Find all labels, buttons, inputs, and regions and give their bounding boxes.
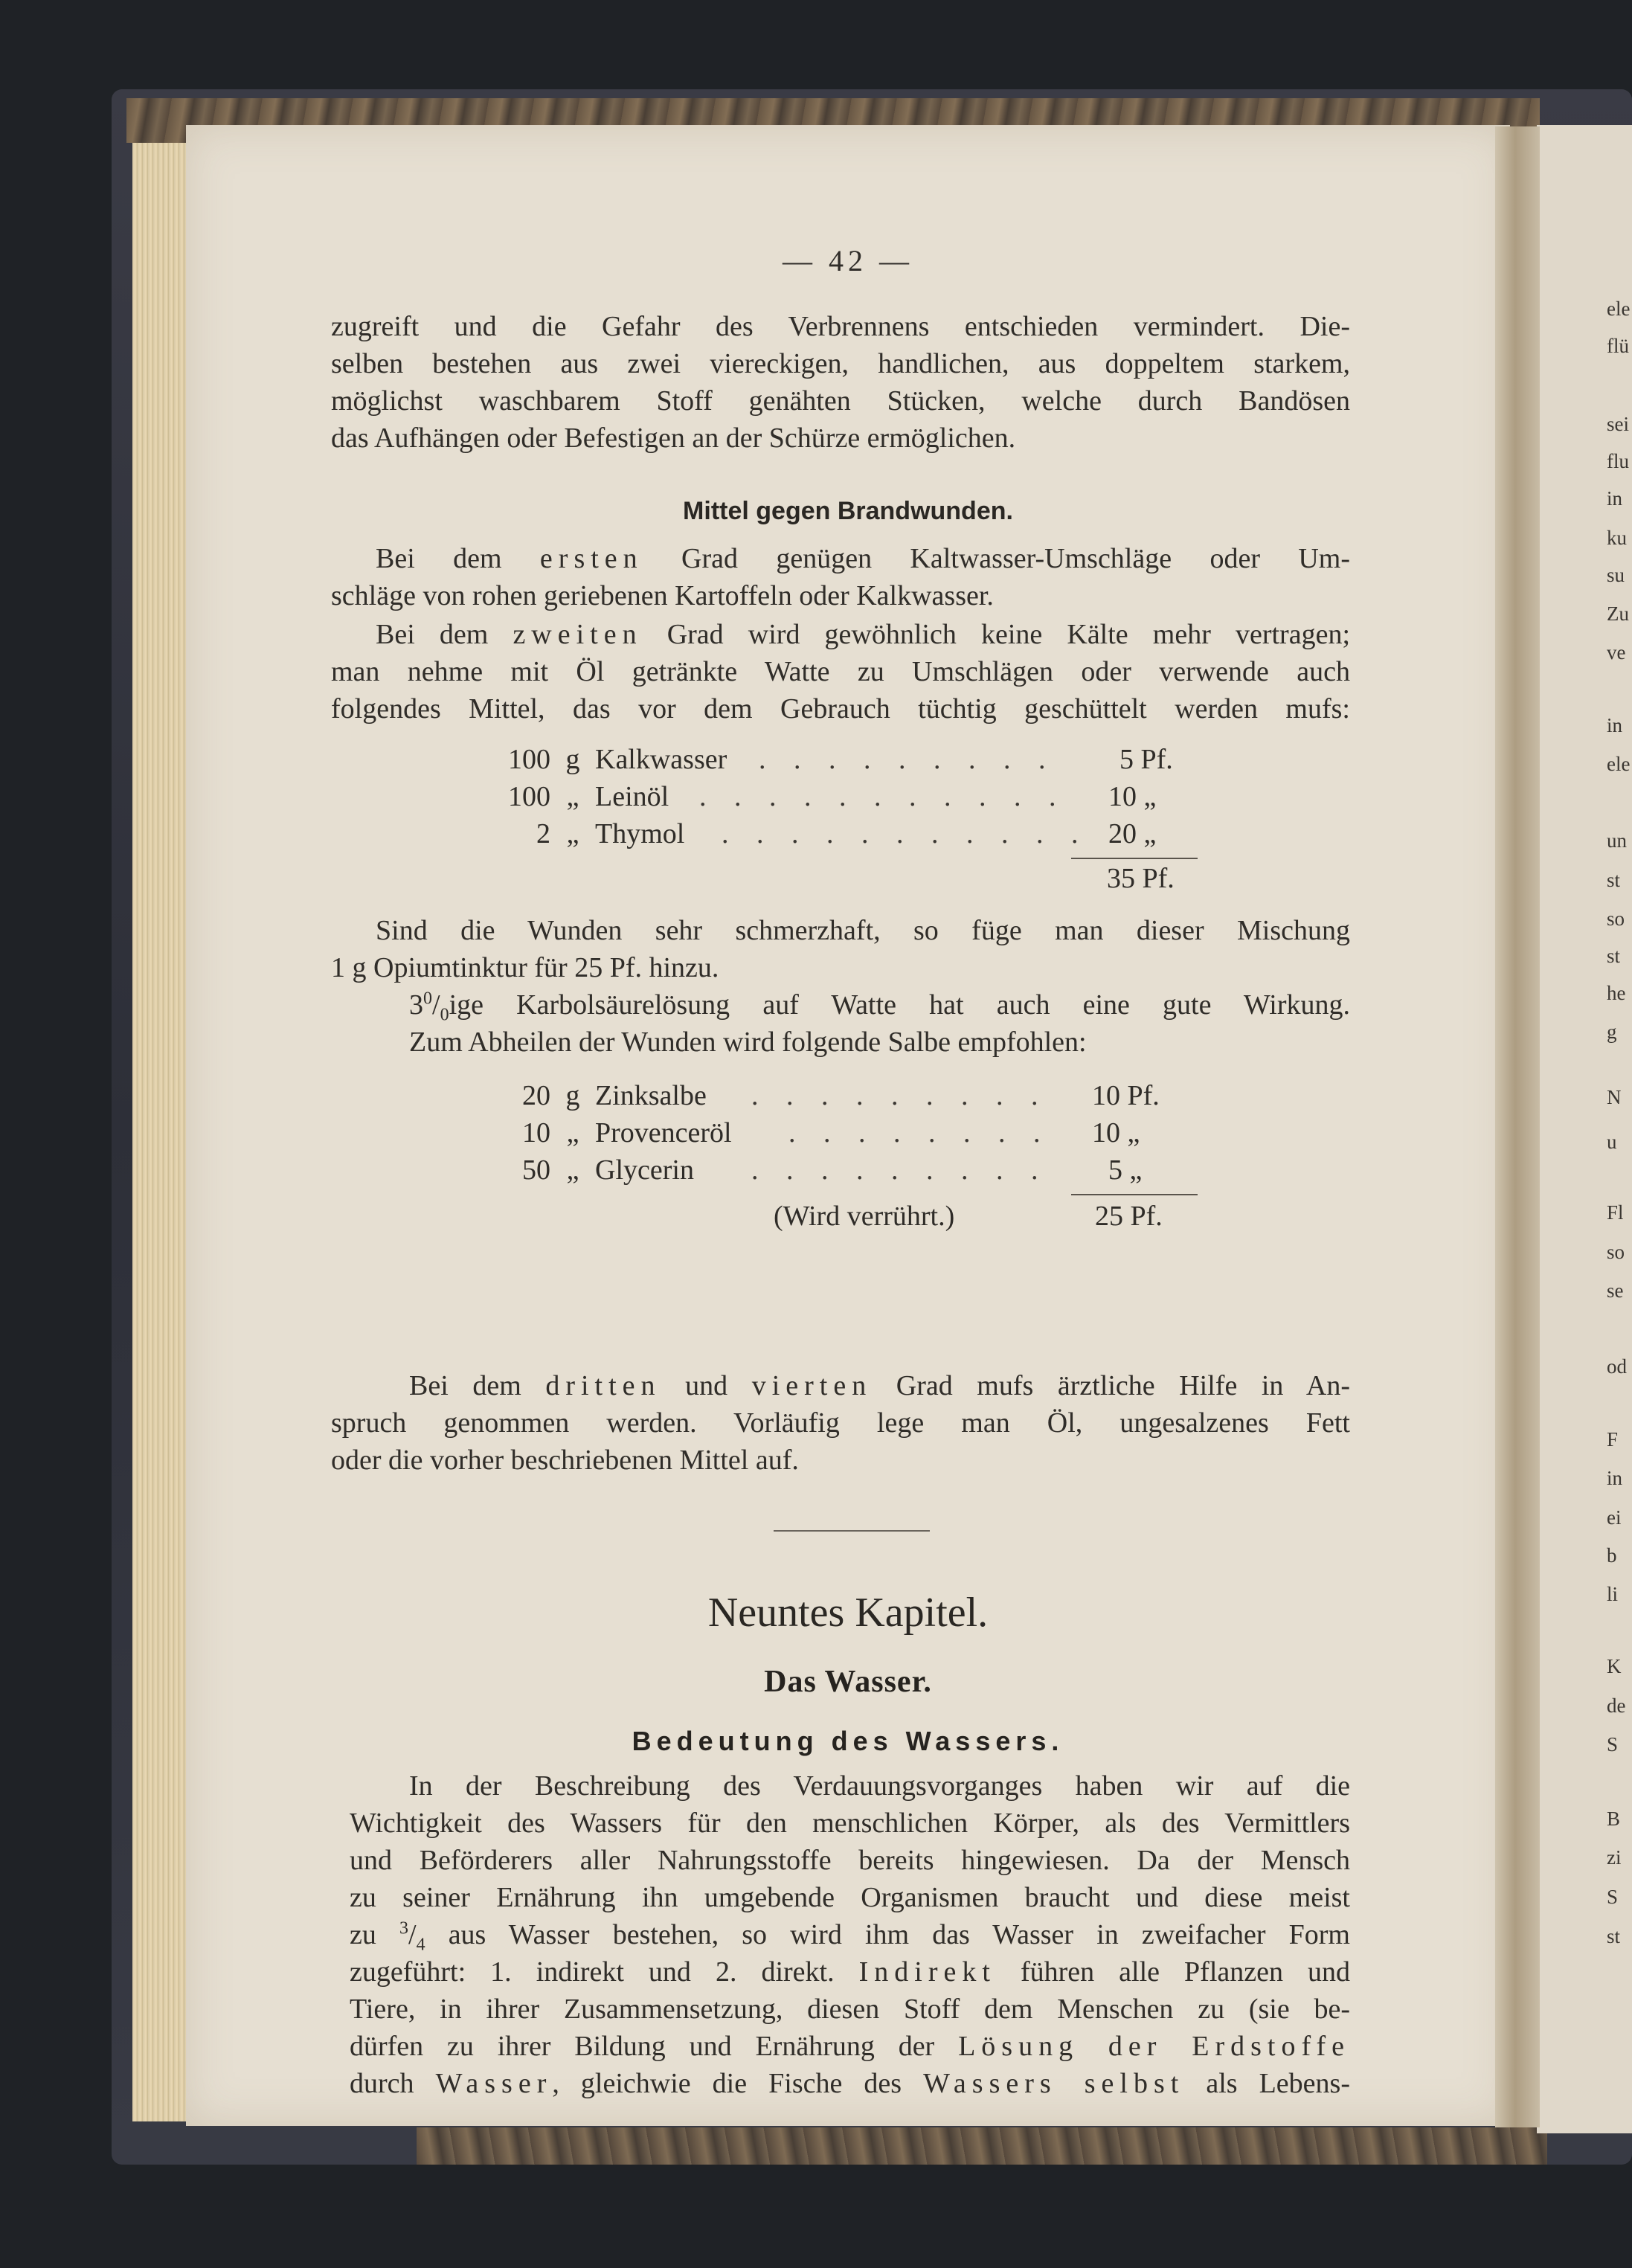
facing-fragment: Fl	[1607, 1201, 1624, 1224]
intro-line-1: zugreift und die Gefahr des Verbrennens entschieden vermindert. Die-	[331, 311, 1350, 342]
recipe1-amount: 100	[508, 781, 550, 812]
recipe2-unit: g	[565, 1080, 580, 1111]
recipe1-unit: „	[566, 781, 579, 812]
recipe1-name: Thymol	[595, 818, 685, 849]
page-gutter	[1495, 126, 1540, 2127]
book-page	[186, 125, 1510, 2126]
recipe2-total: 25 Pf.	[1095, 1201, 1163, 1232]
recipe1-dots: . . . . . . . . . . .	[699, 781, 1067, 812]
facing-fragment: g	[1607, 1021, 1617, 1043]
grade2-line-2: man nehme mit Öl getränkte Watte zu Umschlägen oder verwende auch	[331, 656, 1350, 687]
grade2-line-1: Bei dem zweiten Grad wird gewöhnlich keine Kälte mehr vertragen;	[376, 619, 1350, 650]
water-line-6: zugeführt: 1. indirekt und 2. direkt. Indirekt führen alle Pflanzen und	[350, 1956, 1350, 1988]
chapter-title: Neuntes Kapitel.	[707, 1590, 989, 1636]
facing-fragment: S	[1607, 1733, 1619, 1755]
facing-fragment: zi	[1607, 1846, 1622, 1869]
recipe1-amount: 100	[508, 744, 550, 775]
facing-fragment: so	[1607, 1241, 1625, 1263]
recipe1-total: 35 Pf.	[1107, 863, 1175, 894]
facing-fragment: in	[1607, 714, 1623, 736]
pain-line-1: Sind die Wunden sehr schmerzhaft, so füge man dieser Mischung	[376, 915, 1350, 946]
recipe2-amount: 20	[522, 1080, 550, 1111]
water-line-9: durch Wasser, gleichwie die Fische des Wassers selbst als Lebens-	[350, 2068, 1350, 2099]
recipe1-name: Kalkwasser	[595, 744, 727, 775]
carbol-line: $3^0/_0ige$ Karbolsäurelösung auf Watte hat auch eine gute Wirkung.	[409, 989, 1350, 1025]
facing-fragment: de	[1607, 1694, 1626, 1717]
facing-fragment: ku	[1607, 527, 1627, 549]
facing-fragment: N	[1607, 1086, 1622, 1108]
recipe2-amount: 50	[522, 1154, 550, 1186]
facing-fragment: S	[1607, 1886, 1619, 1908]
section2-heading: Bedeutung des Wassers.	[632, 1726, 1064, 1756]
facing-fragment: li	[1607, 1583, 1619, 1605]
recipe1-amount: 2	[536, 818, 550, 849]
facing-fragment: flu	[1607, 450, 1629, 472]
recipe1-price: 5 Pf.	[1119, 744, 1173, 775]
facing-fragment: so	[1607, 907, 1625, 930]
section-heading: Mittel gegen Brandwunden.	[683, 497, 1013, 525]
grade34-line-1: Bei dem dritten und vierten Grad mufs ärztliche Hilfe in An-	[409, 1370, 1351, 1401]
recipe1-unit: g	[565, 744, 580, 775]
recipe2-name: Zinksalbe	[595, 1080, 707, 1111]
facing-fragment: u	[1607, 1131, 1617, 1153]
recipe2-amount: 10	[522, 1117, 550, 1149]
facing-fragment: su	[1607, 564, 1625, 586]
recipe1-dots: . . . . . . . . .	[759, 744, 1056, 775]
facing-fragment: se	[1607, 1279, 1624, 1302]
recipe2-name: Glycerin	[595, 1154, 694, 1186]
grade34-line-3: oder die vorher beschriebenen Mittel auf.	[331, 1445, 799, 1476]
grade1-line-1: Bei dem ersten Grad genügen Kaltwasser-Umschläge oder Um-	[376, 543, 1350, 574]
water-line-7: Tiere, in ihrer Zusammensetzung, diesen Stoff dem Menschen zu (sie be-	[350, 1994, 1350, 2025]
recipe1-price: 20 „	[1108, 818, 1157, 849]
facing-fragment: b	[1607, 1544, 1617, 1567]
chapter-divider	[774, 1530, 930, 1532]
recipe1-dots: . . . . . . . . . . .	[722, 818, 1089, 849]
marbled-edge-bottom	[417, 2127, 1547, 2165]
grade1-line-2: schläge von rohen geriebenen Kartoffeln oder Kalkwasser.	[331, 580, 994, 611]
water-line-3: und Beförderers aller Nahrungsstoffe bereits hingewiesen. Da der Mensch	[350, 1845, 1350, 1876]
recipe1-sum-rule	[1071, 858, 1198, 859]
recipe2-dots: . . . . . . . . .	[751, 1154, 1049, 1186]
facing-fragment: sei	[1607, 413, 1629, 435]
intro-line-2: selben bestehen aus zwei viereckigen, handlichen, aus doppeltem starkem,	[331, 348, 1350, 379]
facing-fragment: flü	[1607, 335, 1629, 357]
facing-fragment: st	[1607, 1925, 1621, 1947]
facing-fragment: ve	[1607, 641, 1626, 664]
recipe2-dots: . . . . . . . .	[788, 1117, 1051, 1149]
intro-line-4: das Aufhängen oder Befestigen an der Schürze ermöglichen.	[331, 423, 1016, 454]
grade34-line-2: spruch genommen werden. Vorläufig lege man Öl, ungesalzenes Fett	[331, 1407, 1350, 1439]
facing-fragment: Zu	[1607, 603, 1629, 625]
facing-fragment: K	[1607, 1655, 1622, 1677]
facing-fragment: ele	[1607, 298, 1631, 320]
intro-line-3: möglichst waschbarem Stoff genähten Stücken, welche durch Bandösen	[331, 385, 1350, 417]
facing-fragment: ei	[1607, 1506, 1622, 1529]
salve-intro: Zum Abheilen der Wunden wird folgende Salbe empfohlen:	[409, 1027, 1087, 1058]
water-line-2: Wichtigkeit des Wassers für den menschlichen Körper, als des Vermittlers	[350, 1808, 1350, 1839]
facing-fragment: st	[1607, 869, 1621, 891]
recipe2-dots: . . . . . . . . .	[751, 1080, 1049, 1111]
facing-fragment: in	[1607, 487, 1623, 510]
pain-line-2: 1 g Opiumtinktur für 25 Pf. hinzu.	[331, 952, 719, 983]
water-line-8: dürfen zu ihrer Bildung und Ernährung der Lösung der Erdstoffe	[350, 2031, 1350, 2062]
recipe2-name: Provenceröl	[595, 1117, 732, 1149]
water-line-1: In der Beschreibung des Verdauungsvorganges haben wir auf die	[409, 1770, 1350, 1802]
recipe2-price: 10 „	[1092, 1117, 1140, 1149]
chapter-subtitle: Das Wasser.	[764, 1665, 932, 1699]
recipe1-price: 10 „	[1108, 781, 1157, 812]
facing-fragment: he	[1607, 982, 1626, 1004]
recipe2-price: 10 Pf.	[1092, 1080, 1160, 1111]
facing-fragment: F	[1607, 1428, 1619, 1451]
recipe2-unit: „	[566, 1117, 579, 1149]
recipe2-sum-rule	[1071, 1194, 1198, 1195]
grade2-line-3: folgendes Mittel, das vor dem Gebrauch tüchtig geschüttelt werden mufs:	[331, 693, 1350, 725]
facing-fragment: ele	[1607, 753, 1631, 775]
water-line-5: zu $^3/_4$ aus Wasser bestehen, so wird ihm das Wasser in zweifacher Form	[350, 1918, 1350, 1955]
recipe2-price: 5 „	[1108, 1154, 1143, 1186]
recipe1-name: Leinöl	[595, 781, 669, 812]
facing-fragment: un	[1607, 829, 1627, 852]
facing-fragment: od	[1607, 1355, 1627, 1378]
facing-fragment: in	[1607, 1467, 1623, 1489]
recipe2-unit: „	[566, 1154, 579, 1186]
water-line-4: zu seiner Ernährung ihn umgebende Organismen braucht und diese meist	[350, 1882, 1350, 1913]
page-number: — 42 —	[783, 244, 913, 277]
recipe1-unit: „	[566, 818, 579, 849]
facing-fragment: B	[1607, 1808, 1621, 1830]
recipe2-note: (Wird verrührt.)	[774, 1201, 955, 1232]
facing-fragment: st	[1607, 945, 1621, 967]
